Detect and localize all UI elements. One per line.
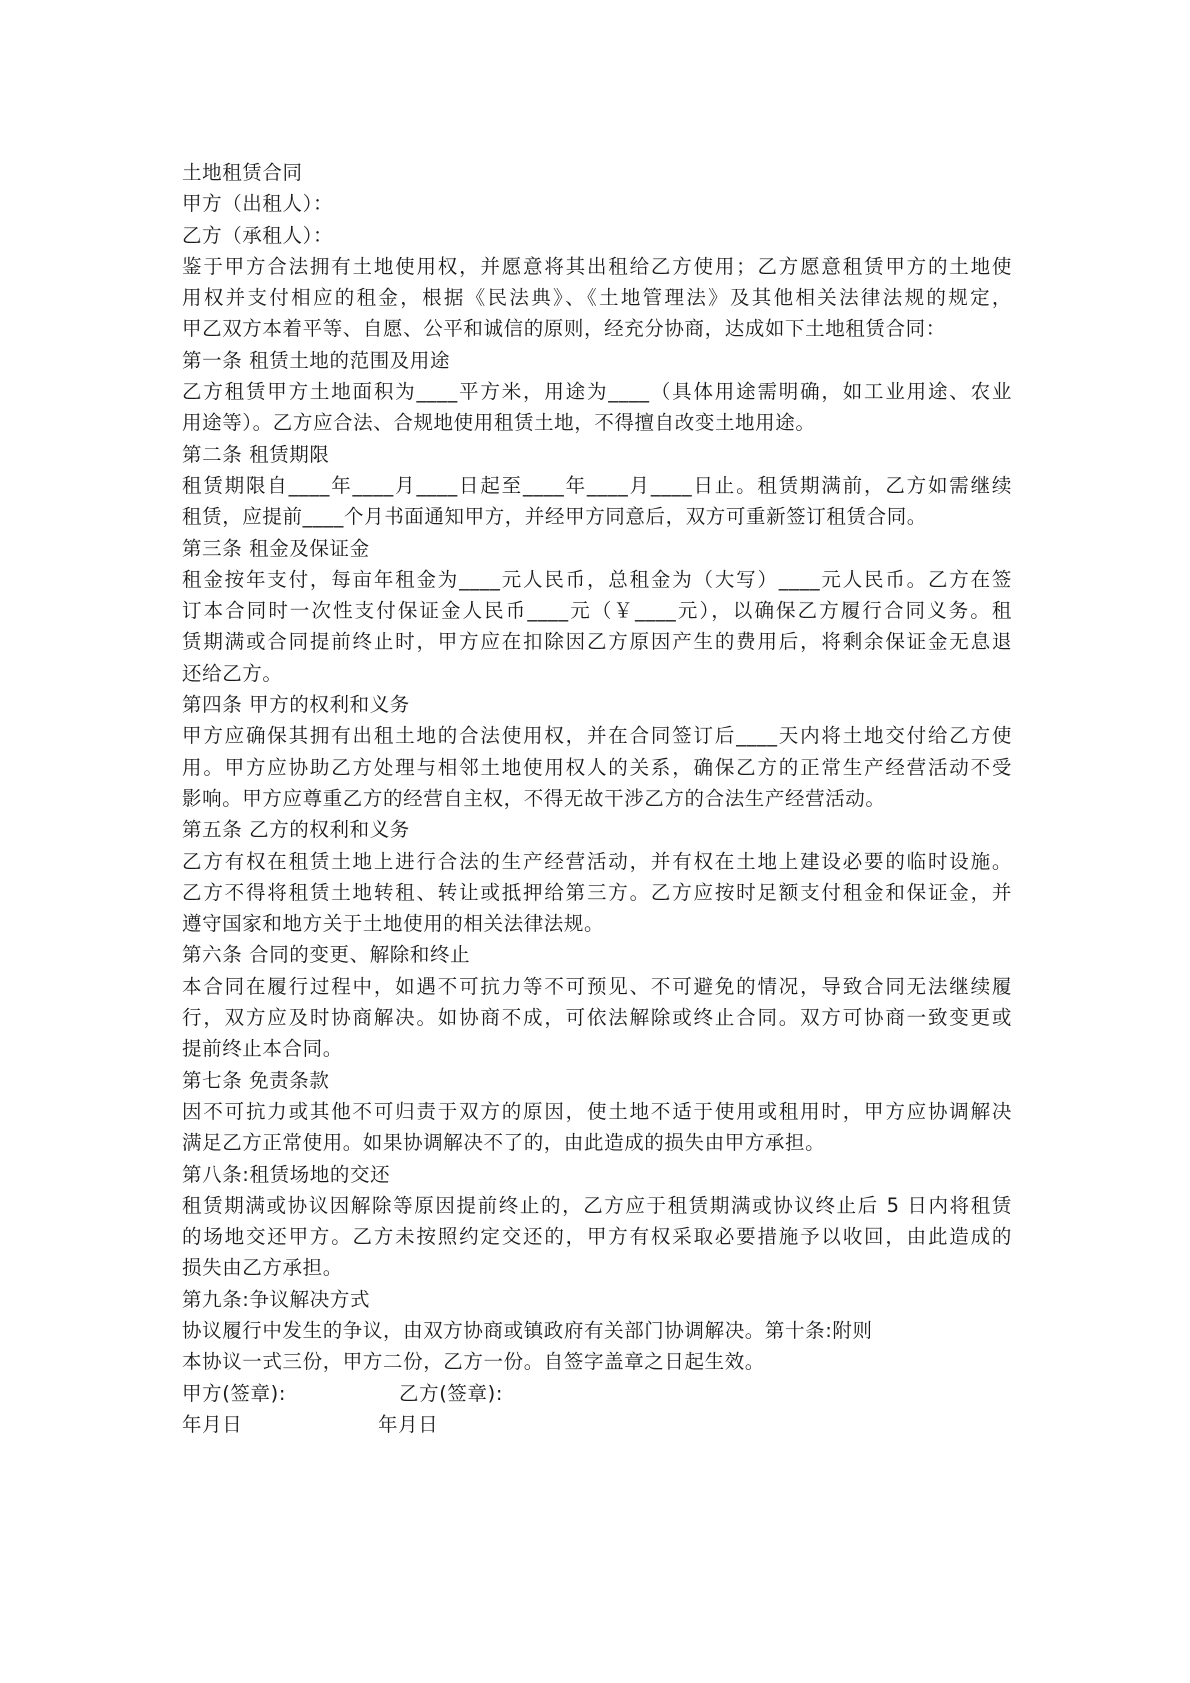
article-6-heading: 第六条 合同的变更、解除和终止 [182, 943, 471, 967]
article-6-line: 本合同在履行过程中，如遇不可抗力等不可预见、不可避免的情况，导致合同无法继续履 [182, 974, 1012, 998]
article-4-line: 影响。甲方应尊重乙方的经营自主权，不得无故干涉乙方的合法生产经营活动。 [182, 786, 886, 810]
article-7-line: 满足乙方正常使用。如果协调解决不了的，由此造成的损失由甲方承担。 [182, 1131, 826, 1155]
party-b-signature-label: 乙方(签章): [399, 1381, 503, 1405]
article-7-line: 因不可抗力或其他不可归责于双方的原因，使土地不适于使用或租用时，甲方应协调解决 [182, 1099, 1012, 1123]
article-7-heading: 第七条 免责条款 [182, 1068, 330, 1092]
article-9-line: 本协议一式三份，甲方二份，乙方一份。自签字盖章之日起生效。 [182, 1350, 765, 1374]
article-2-line: 租赁，应提前____个月书面通知甲方，并经甲方同意后，双方可重新签订租赁合同。 [182, 505, 927, 529]
article-1-line: 用途等）。乙方应合法、合规地使用租赁土地，不得擅自改变土地用途。 [182, 411, 816, 435]
article-1-heading: 第一条 租赁土地的范围及用途 [182, 348, 451, 372]
article-2-heading: 第二条 租赁期限 [182, 442, 330, 466]
party-a-signature-label: 甲方(签章): [182, 1381, 286, 1405]
article-9-line: 协议履行中发生的争议，由双方协商或镇政府有关部门协调解决。第十条:附则 [182, 1318, 873, 1342]
article-6-line: 提前终止本合同。 [182, 1037, 343, 1061]
article-5-line: 乙方不得将租赁土地转租、转让或抵押给第三方。乙方应按时足额支付租金和保证金，并 [182, 880, 1012, 904]
party-a-date-label: 年月日 [182, 1412, 243, 1436]
article-9-heading: 第九条:争议解决方式 [182, 1287, 371, 1311]
article-3-line: 租金按年支付，每亩年租金为____元人民币，总租金为（大写）____元人民币。乙方在签 [182, 567, 1012, 591]
article-6-line: 行，双方应及时协商解决。如协商不成，可依法解除或终止合同。双方可协商一致变更或 [182, 1006, 1012, 1030]
date-row [182, 1409, 1012, 1440]
article-3-line: 赁期满或合同提前终止时，甲方应在扣除因乙方原因产生的费用后，将剩余保证金无息退 [182, 630, 1012, 654]
party-b-label: 乙方（承租人）： [182, 223, 334, 247]
article-4-heading: 第四条 甲方的权利和义务 [182, 693, 410, 717]
contract-document [182, 157, 1012, 1440]
article-8-line: 损失由乙方承担。 [182, 1256, 343, 1280]
article-2-line: 租赁期限自____年____月____日起至____年____月____日止。租赁期满前，乙方如需继续 [182, 473, 1012, 497]
article-3-heading: 第三条 租金及保证金 [182, 536, 370, 560]
signature-row [182, 1378, 1012, 1409]
party-b-date-label: 年月日 [378, 1412, 439, 1436]
preamble-line: 甲乙双方本着平等、自愿、公平和诚信的原则，经充分协商，达成如下土地租赁合同： [182, 317, 946, 341]
preamble-line: 用权并支付相应的租金，根据《民法典》、《土地管理法》及其他相关法律法规的规定， [182, 286, 1012, 310]
article-3-line: 订本合同时一次性支付保证金人民币____元（￥____元），以确保乙方履行合同义务。租 [182, 599, 1012, 623]
preamble-line: 鉴于甲方合法拥有土地使用权，并愿意将其出租给乙方使用；乙方愿意租赁甲方的土地使 [182, 254, 1012, 278]
article-5-line: 乙方有权在租赁土地上进行合法的生产经营活动，并有权在土地上建设必要的临时设施。 [182, 849, 1012, 873]
article-8-line: 的场地交还甲方。乙方未按照约定交还的，甲方有权采取必要措施予以收回，由此造成的 [182, 1225, 1012, 1249]
article-8-line: 租赁期满或协议因解除等原因提前终止的，乙方应于租赁期满或协议终止后 5 日内将租赁 [182, 1193, 1012, 1217]
article-4-line: 甲方应确保其拥有出租土地的合法使用权，并在合同签订后____天内将土地交付给乙方使 [182, 724, 1012, 748]
party-a-label: 甲方（出租人）： [182, 192, 334, 216]
article-3-line: 还给乙方。 [182, 661, 283, 685]
article-4-line: 用。甲方应协助乙方处理与相邻土地使用权人的关系，确保乙方的正常生产经营活动不受 [182, 755, 1012, 779]
article-8-heading: 第八条:租赁场地的交还 [182, 1162, 391, 1186]
article-5-heading: 第五条 乙方的权利和义务 [182, 818, 410, 842]
article-1-line: 乙方租赁甲方土地面积为____平方米，用途为____（具体用途需明确，如工业用途、农业 [182, 380, 1012, 404]
document-title: 土地租赁合同 [182, 161, 303, 184]
article-5-line: 遵守国家和地方关于土地使用的相关法律法规。 [182, 912, 605, 936]
